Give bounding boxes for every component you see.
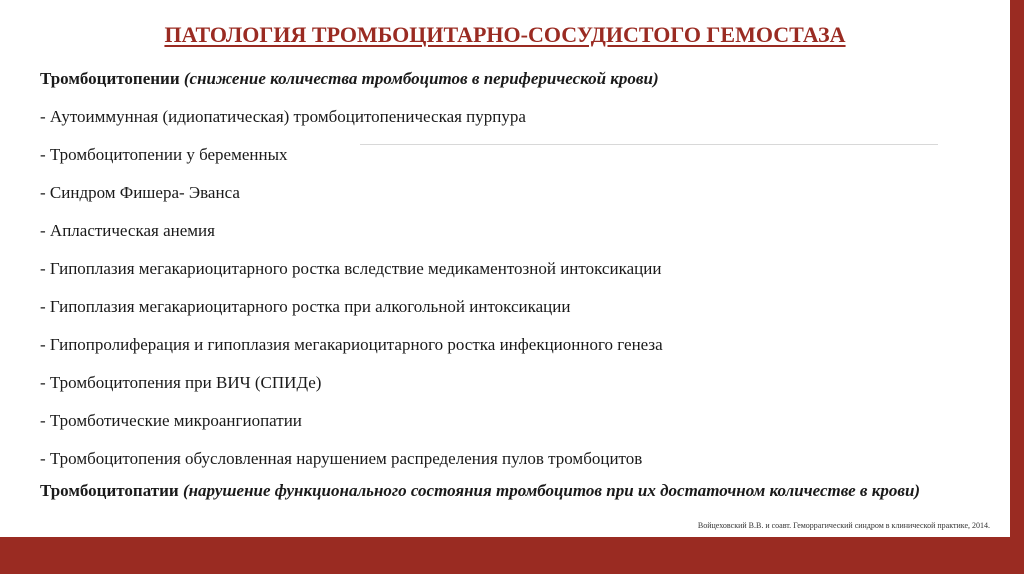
list-item: - Гипопролиферация и гипоплазия мегакариоцитарного ростка инфекционного генеза [40,335,663,354]
section-heading-subtitle: (снижение количества тромбоцитов в периферической крови) [183,69,659,88]
citation-text: Войцеховский В.В. и соавт. Геморрагический синдром в клинической практике, 2014. [697,521,990,530]
section-heading-label: Тромбоцитопатии [40,481,179,500]
list-item: - Тромбоцитопении у беременных [40,145,288,164]
list-item: - Гипоплазия мегакариоцитарного ростка при алкогольной интоксикации [40,297,571,316]
thrombocytopenia-list [40,98,970,478]
list-item: - Тромбоцитопения при ВИЧ (СПИДе) [40,373,322,392]
list-item: - Тромботические микроангиопатии [40,411,302,430]
bottom-accent-band [0,537,1024,574]
section-heading-thrombocytopenia [40,68,970,90]
side-accent-bar [1010,0,1024,537]
list-item: - Апластическая анемия [40,221,215,240]
slide-content [40,68,970,502]
list-item: - Гипоплазия мегакариоцитарного ростка вследствие медикаментозной интоксикации [40,259,662,278]
section-heading-subtitle: (нарушение функционального состояния тромбоцитов при их достаточном количестве в крови) [182,481,921,500]
list-item: - Синдром Фишера- Эванса [40,183,240,202]
slide-title: ПАТОЛОГИЯ ТРОМБОЦИТАРНО-СОСУДИСТОГО ГЕМОСТАЗА [164,22,846,47]
list-item: - Аутоиммунная (идиопатическая) тромбоцитопеническая пурпура [40,107,526,126]
section-heading-label: Тромбоцитопении [40,69,180,88]
section-heading-thrombocytopathy [40,480,970,502]
list-item: - Тромбоцитопения обусловленная нарушением распределения пулов тромбоцитов [40,449,643,468]
